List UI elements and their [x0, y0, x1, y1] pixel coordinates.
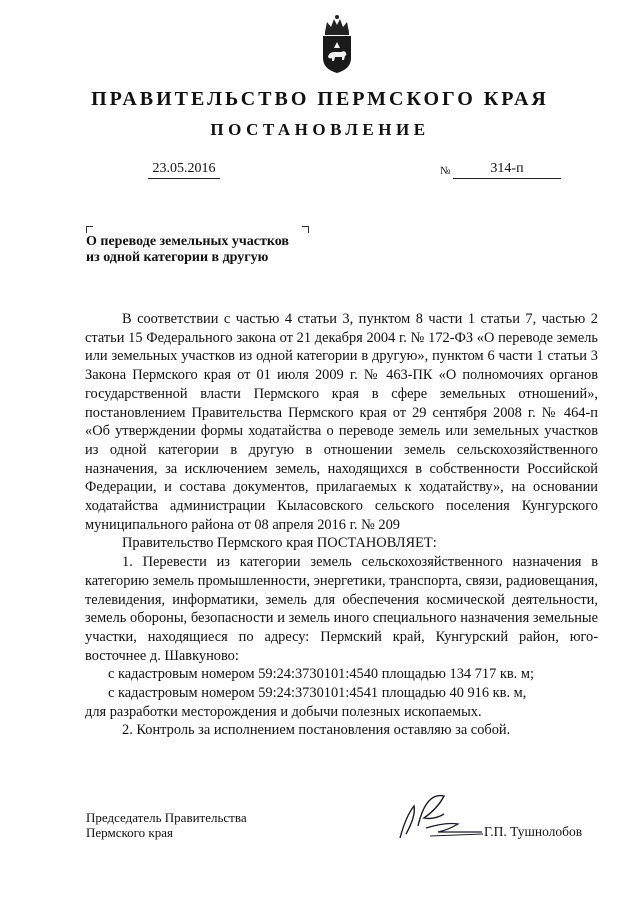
subject-line-2: из одной категории в другую: [86, 250, 269, 265]
signer-position-line-2: Пермского края: [86, 825, 173, 840]
government-title: ПРАВИТЕЛЬСТВО ПЕРМСКОГО КРАЯ: [91, 88, 549, 110]
handwritten-signature-icon: [386, 786, 486, 846]
subject-corner-left: [86, 226, 93, 233]
document-body: [85, 310, 598, 740]
subject-line-1: О переводе земельных участков: [86, 234, 289, 249]
decree-paragraph: Правительство Пермского края ПОСТАНОВЛЯЕТ:: [122, 535, 437, 552]
plot-1-paragraph: с кадастровым номером 59:24:3730101:4540 площадью 134 717 кв. м;: [108, 666, 534, 683]
signer-position: [86, 810, 247, 840]
signer-position-line-1: Председатель Правительства: [86, 810, 247, 825]
signer-name: Г.П. Тушнолобов: [484, 824, 583, 839]
document-date: 23.05.2016: [148, 161, 220, 179]
document-number: 314-п: [453, 161, 561, 179]
item-2-paragraph: 2. Контроль за исполнением постановления оставляю за собой.: [122, 722, 511, 739]
subject-corner-right: [302, 226, 309, 233]
purpose-paragraph: для разработки месторождения и добычи полезных ископаемых.: [85, 703, 482, 720]
document-type: ПОСТАНОВЛЕНИЕ: [210, 120, 430, 139]
perm-krai-coat-of-arms-icon: [320, 14, 354, 74]
document-subject: [86, 234, 326, 266]
item-1-paragraph: 1. Перевести из категории земель сельскохозяйственного назначения в категорию земель промышленности, энергетики, транспорта, связи, радиовещания, телевидения, информатики, земель для обеспечения космической деятельности, земель обороны, безопасности и земель иного специального назначения земельные участки, находящиеся по адресу: Пермский край, Кунгурский район, юго-восточнее д. Шавкуново:: [85, 554, 598, 664]
preamble-paragraph: В соответствии с частью 4 статьи 3, пунктом 8 части 1 статьи 7, частью 2 статьи 15 Федерального закона от 21 декабря 2004 г. № 172-ФЗ «О переводе земель или земельных участков из одной категории в другую», пунктом 6 части 1 статьи 3 Закона Пермского края от 01 июля 2009 г. № 463-ПК «О полномочиях органов государственной власти Пермского края в сфере земельных отношений», постановлением Правительства Пермского края от 29 сентября 2008 г. № 464-п «Об утверждении формы ходатайства о переводе земель или земельных участков из одной категории в другую в отношении земель сельскохозяйственного назначения, за исключением земель, находящихся в собственности Российской Федерации, и состава документов, прилагаемых к ходатайству», на основании ходатайства администрации Кыласовского сельского поселения Кунгурского муниципального района от 08 апреля 2016 г. № 209: [85, 311, 598, 533]
number-sign: №: [440, 165, 451, 177]
plot-2-paragraph: с кадастровым номером 59:24:3730101:4541 площадью 40 916 кв. м,: [108, 685, 527, 702]
